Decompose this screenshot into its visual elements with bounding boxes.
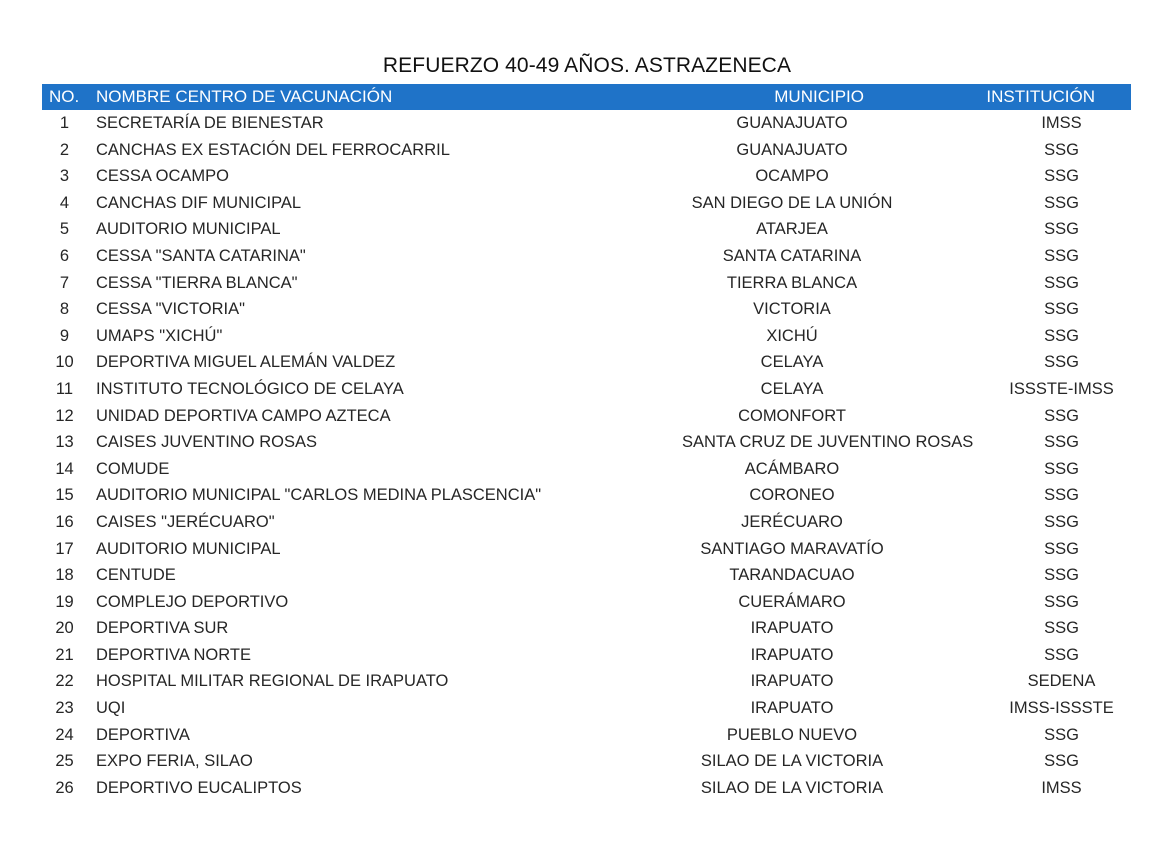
center-name: COMPLEJO DEPORTIVO <box>96 592 289 611</box>
center-name: DEPORTIVA NORTE <box>96 645 251 664</box>
header-municipio: MUNICIPIO <box>774 87 864 106</box>
municipio: JERÉCUARO <box>741 512 843 531</box>
row-number: 3 <box>59 167 70 186</box>
institucion: SSG <box>1044 246 1079 265</box>
row-number: 6 <box>59 246 70 265</box>
center-name: CESSA "TIERRA BLANCA" <box>96 273 298 292</box>
table-row <box>42 376 1131 403</box>
center-name: CAISES "JERÉCUARO" <box>96 512 275 531</box>
header-center-name: NOMBRE CENTRO DE VACUNACIÓN <box>96 87 393 106</box>
municipio: ATARJEA <box>756 220 828 239</box>
center-name: DEPORTIVA MIGUEL ALEMÁN VALDEZ <box>96 353 396 372</box>
municipio: CORONEO <box>749 486 835 505</box>
municipio: OCAMPO <box>755 167 829 186</box>
table-row <box>42 509 1131 536</box>
municipio: CUERÁMARO <box>738 592 846 611</box>
row-number: 5 <box>59 220 70 239</box>
institucion: SSG <box>1044 512 1079 531</box>
table-body <box>42 110 1131 801</box>
municipio: VICTORIA <box>753 300 831 319</box>
center-name: UNIDAD DEPORTIVA CAMPO AZTECA <box>96 406 391 425</box>
municipio: PUEBLO NUEVO <box>726 725 858 744</box>
center-name: CESSA OCAMPO <box>96 167 229 186</box>
row-number: 17 <box>55 539 74 558</box>
municipio: IRAPUATO <box>750 672 834 691</box>
table-row <box>42 456 1131 483</box>
institucion: IMSS <box>1041 114 1082 132</box>
row-number: 13 <box>55 433 74 452</box>
center-name: UMAPS "XICHÚ" <box>96 326 223 345</box>
institucion: ISSSTE-IMSS <box>1009 379 1114 398</box>
table-row <box>42 615 1131 642</box>
center-name: AUDITORIO MUNICIPAL <box>96 539 281 558</box>
municipio: SAN DIEGO DE LA UNIÓN <box>691 193 893 212</box>
institucion: SSG <box>1044 459 1079 478</box>
table-row <box>42 349 1131 376</box>
row-number: 1 <box>59 114 70 132</box>
table-row <box>42 270 1131 297</box>
institucion: SSG <box>1044 167 1079 186</box>
institucion: SSG <box>1044 566 1079 585</box>
municipio: XICHÚ <box>766 326 818 345</box>
institucion: SSG <box>1044 592 1079 611</box>
row-number: 20 <box>55 619 74 638</box>
vaccination-centers-table <box>42 84 1131 801</box>
table-row <box>42 536 1131 563</box>
row-number: 12 <box>55 406 74 425</box>
institucion: SSG <box>1044 539 1079 558</box>
table-row <box>42 137 1131 164</box>
row-number: 11 <box>55 379 74 398</box>
center-name: CESSA "VICTORIA" <box>96 300 245 319</box>
center-name: AUDITORIO MUNICIPAL <box>96 220 281 239</box>
institucion: SSG <box>1044 486 1079 505</box>
row-number: 24 <box>55 725 74 744</box>
center-name: HOSPITAL MILITAR REGIONAL DE IRAPUATO <box>96 672 449 691</box>
center-name: CAISES JUVENTINO ROSAS <box>96 433 317 452</box>
table-row <box>42 642 1131 669</box>
center-name: CANCHAS DIF MUNICIPAL <box>96 193 302 212</box>
row-number: 22 <box>55 672 74 691</box>
center-name: AUDITORIO MUNICIPAL "CARLOS MEDINA PLASCENCIA" <box>96 486 542 505</box>
municipio: ACÁMBARO <box>744 459 840 478</box>
municipio: GUANAJUATO <box>736 114 848 132</box>
institucion: SSG <box>1044 326 1079 345</box>
institucion: SSG <box>1044 193 1079 212</box>
row-number: 21 <box>55 645 74 664</box>
document-title: REFUERZO 40-49 AÑOS. ASTRAZENECA <box>382 54 792 77</box>
row-number: 19 <box>55 592 74 611</box>
table-row <box>42 775 1131 802</box>
table-row <box>42 190 1131 217</box>
institucion: SSG <box>1044 140 1079 159</box>
municipio: TARANDACUAO <box>729 566 855 585</box>
municipio: SANTA CRUZ DE JUVENTINO ROSAS <box>682 433 974 452</box>
row-number: 25 <box>55 752 74 771</box>
row-number: 14 <box>55 459 74 478</box>
institucion: SSG <box>1044 273 1079 292</box>
institucion: SSG <box>1044 645 1079 664</box>
municipio: CELAYA <box>760 379 824 398</box>
municipio: GUANAJUATO <box>736 140 848 159</box>
center-name: SECRETARÍA DE BIENESTAR <box>96 114 324 132</box>
table-header <box>42 84 1131 110</box>
institucion: IMSS-ISSSTE <box>1009 699 1114 718</box>
municipio: SILAO DE LA VICTORIA <box>700 752 884 771</box>
municipio: SILAO DE LA VICTORIA <box>700 778 884 797</box>
municipio: TIERRA BLANCA <box>726 273 858 292</box>
institucion: SEDENA <box>1027 672 1096 691</box>
table-row <box>42 216 1131 243</box>
header-row <box>42 84 1131 110</box>
table-row <box>42 562 1131 589</box>
institucion: SSG <box>1044 619 1079 638</box>
table-row <box>42 748 1131 775</box>
institucion: SSG <box>1044 353 1079 372</box>
table-row <box>42 668 1131 695</box>
table-row <box>42 482 1131 509</box>
center-name: DEPORTIVA <box>96 725 190 744</box>
row-number: 10 <box>55 353 74 372</box>
row-number: 4 <box>59 193 70 212</box>
municipio: COMONFORT <box>738 406 846 425</box>
table-row <box>42 243 1131 270</box>
row-number: 26 <box>55 778 74 797</box>
institucion: SSG <box>1044 433 1079 452</box>
table-row <box>42 163 1131 190</box>
institucion: IMSS <box>1041 778 1082 797</box>
row-number: 9 <box>59 326 70 345</box>
table-row <box>42 695 1131 722</box>
center-name: CESSA "SANTA CATARINA" <box>96 246 306 265</box>
header-institucion: INSTITUCIÓN <box>986 87 1095 106</box>
municipio: CELAYA <box>760 353 824 372</box>
header-no: NO. <box>49 87 80 106</box>
institucion: SSG <box>1044 725 1079 744</box>
center-name: CENTUDE <box>96 566 176 585</box>
row-number: 15 <box>55 486 74 505</box>
institucion: SSG <box>1044 406 1079 425</box>
table-row <box>42 589 1131 616</box>
center-name: COMUDE <box>96 459 170 478</box>
row-number: 23 <box>55 699 74 718</box>
institucion: SSG <box>1044 220 1079 239</box>
table-row <box>42 429 1131 456</box>
row-number: 7 <box>59 273 70 292</box>
table-row <box>42 296 1131 323</box>
center-name: DEPORTIVA SUR <box>96 619 229 638</box>
row-number: 8 <box>59 300 70 319</box>
center-name: EXPO FERIA, SILAO <box>96 752 253 771</box>
institucion: SSG <box>1044 300 1079 319</box>
municipio: SANTIAGO MARAVATÍO <box>700 539 884 558</box>
row-number: 18 <box>55 566 74 585</box>
row-number: 16 <box>55 512 74 531</box>
municipio: IRAPUATO <box>750 619 834 638</box>
institucion: SSG <box>1044 752 1079 771</box>
center-name: INSTITUTO TECNOLÓGICO DE CELAYA <box>96 379 404 398</box>
table-row <box>42 403 1131 430</box>
center-name: UQI <box>96 699 126 718</box>
vaccination-centers-table-container <box>42 84 1131 801</box>
municipio: IRAPUATO <box>750 699 834 718</box>
row-number: 2 <box>59 140 70 159</box>
municipio: SANTA CATARINA <box>722 246 862 265</box>
table-row <box>42 323 1131 350</box>
municipio: IRAPUATO <box>750 645 834 664</box>
center-name: DEPORTIVO EUCALIPTOS <box>96 778 302 797</box>
center-name: CANCHAS EX ESTACIÓN DEL FERROCARRIL <box>96 140 450 159</box>
table-row <box>42 110 1131 137</box>
table-row <box>42 722 1131 749</box>
